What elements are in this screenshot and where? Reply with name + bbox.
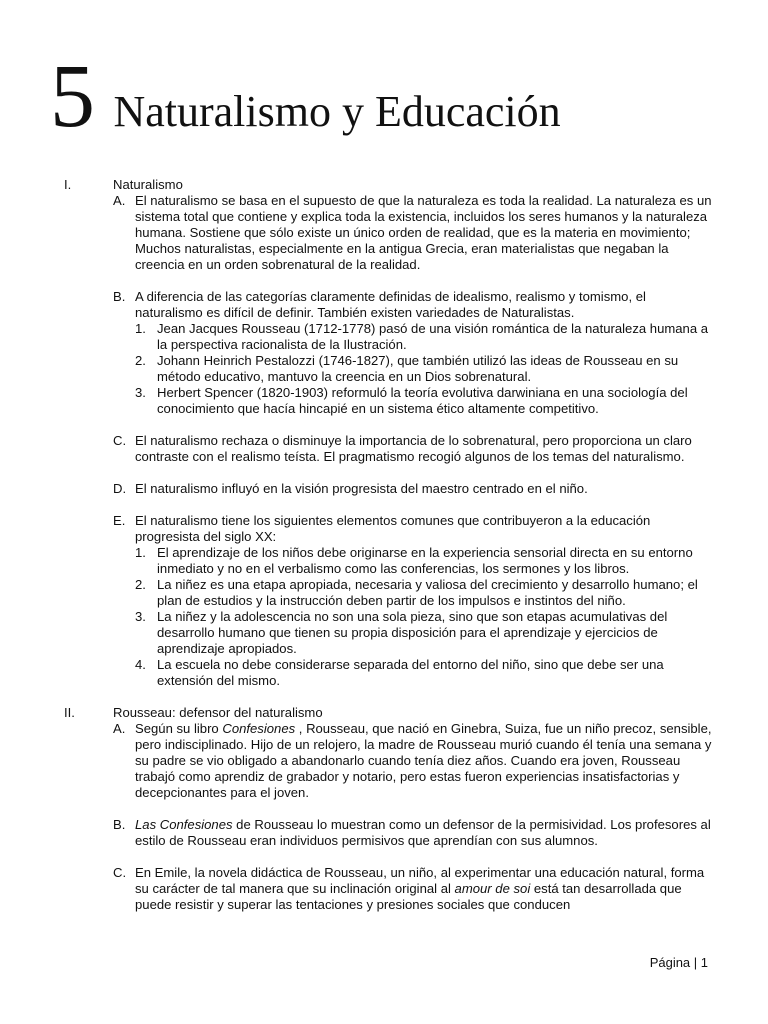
- numbered-item-text: Jean Jacques Rousseau (1712-1778) pasó de una visión romántica de la naturaleza humana a la perspectiva racionalista de la Ilustración.: [157, 321, 709, 352]
- numbered-item: [135, 385, 714, 417]
- item-text: [135, 721, 714, 801]
- item-text: El naturalismo tiene los siguientes elementos comunes que contribuyeron a la educación progresista del siglo XX:: [135, 513, 651, 544]
- section-title: Naturalismo: [113, 177, 183, 192]
- list-item: [113, 193, 714, 273]
- numbered-item-text: El aprendizaje de los niños debe originarse en la experiencia sensorial directa en su entorno inmediato y no en el verbalismo como las conferencias, los sermones y los libros.: [157, 545, 693, 576]
- item-text: El naturalismo influyó en la visión progresista del maestro centrado en el niño.: [135, 481, 588, 496]
- section-title: Rousseau: defensor del naturalismo: [113, 705, 323, 720]
- item-text: [135, 865, 714, 913]
- item-letter: C.: [113, 433, 127, 448]
- item-letter: C.: [113, 865, 127, 880]
- numbered-item-text: La niñez es una etapa apropiada, necesaria y valiosa del crecimiento y desarrollo humano; el plan de estudios y la instrucción deben partir de los impulsos e instintos del niño.: [157, 577, 698, 608]
- numbered-item-text: La escuela no debe considerarse separada del entorno del niño, sino que debe ser una extensión del mismo.: [157, 657, 664, 688]
- item-text: El naturalismo se basa en el supuesto de que la naturaleza es toda la realidad. La naturaleza es un sistema total que contiene y explica toda la existencia, incluidos los seres humanos y la naturaleza humana. Sostiene que sólo existe un único orden de realidad, que es la materia en movimiento; Muchos naturalistas, especialmente en la antigua Grecia, eran materialistas que negaban la creencia en un orden sobrenatural de la realidad.: [135, 193, 712, 272]
- item-number: 3.: [135, 385, 146, 400]
- section-numeral: I.: [64, 177, 72, 192]
- numbered-list: [135, 545, 714, 689]
- item-number: 2.: [135, 577, 146, 592]
- numbered-item: [135, 545, 714, 577]
- item-number: 3.: [135, 609, 146, 624]
- item-text: A diferencia de las categorías claramente definidas de idealismo, realismo y tomismo, el naturalismo es difícil de definir. También existen variedades de Naturalistas.: [135, 289, 646, 320]
- item-number: 4.: [135, 657, 146, 672]
- book-title: Confesiones: [222, 721, 296, 736]
- chapter-heading: [50, 47, 561, 146]
- numbered-item-text: Herbert Spencer (1820-1903) reformuló la teoría evolutiva darwiniana en una sociología del conocimiento que hacía hincapié en un sistema ético altamente competitivo.: [157, 385, 688, 416]
- item-number: 2.: [135, 353, 146, 368]
- numbered-item: [135, 657, 714, 689]
- item-letter: D.: [113, 481, 127, 496]
- list-item: [113, 817, 714, 849]
- page-number: Página | 1: [649, 955, 708, 970]
- numbered-item-text: La niñez y la adolescencia no son una sola pieza, sino que son etapas acumulativas del desarrollo humano que tienen su propia disposición para el aprendizaje y ejercicios de aprendizaje apropiados.: [157, 609, 668, 656]
- text-segment: de Rousseau lo muestran como un defensor de la permisividad. Los profesores al estilo de Rousseau eran individuos permisivos que aprendían con sus alumnos.: [135, 817, 711, 848]
- numbered-item: [135, 577, 714, 609]
- numbered-item: [135, 321, 714, 353]
- item-text: [135, 817, 714, 849]
- foreign-term: amour de soi: [454, 881, 531, 896]
- item-text: El naturalismo rechaza o disminuye la importancia de lo sobrenatural, pero proporciona un claro contraste con el realismo teísta. El pragmatismo recogió algunos de los temas del naturalismo.: [135, 433, 692, 464]
- list-item: [113, 433, 714, 465]
- list-item: [113, 865, 714, 913]
- text-segment: En Emile, la novela didáctica de Rousseau, un niño, al experimentar una educación natural, forma su carácter de tal manera que su inclinación original al: [135, 865, 705, 896]
- section-rousseau: [64, 705, 714, 913]
- item-letter: E.: [113, 513, 126, 528]
- text-segment: , Rousseau, que nació en Ginebra, Suiza, fue un niño precoz, sensible, pero indisciplinado. Hijo de un relojero, la madre de Rousseau murió cuando él tenía una semana y su padre se vio obligado a abandonarlo cuando tenía diez años. Cuando era joven, Rousseau trabajó como aprendiz de grabador y notario, pero estas fueron experiencias insatisfactorias y decepcionantes para el joven.: [135, 721, 712, 800]
- text-segment: está tan desarrollada que puede resistir y superar las tentaciones y presiones sociales que conducen: [135, 881, 682, 912]
- section-numeral: II.: [64, 705, 75, 720]
- item-number: 1.: [135, 321, 146, 336]
- chapter-title: Naturalismo y Educación: [113, 87, 561, 136]
- text-segment: Según su libro: [135, 721, 223, 736]
- numbered-item: [135, 609, 714, 657]
- chapter-number: 5: [50, 47, 95, 146]
- section-naturalismo: [64, 177, 714, 689]
- item-letter: A.: [113, 721, 126, 736]
- list-item: [113, 289, 714, 417]
- list-item: [113, 481, 714, 497]
- item-letter: B.: [113, 817, 126, 832]
- item-number: 1.: [135, 545, 146, 560]
- list-item: [113, 721, 714, 801]
- numbered-list: [135, 321, 714, 417]
- numbered-item-text: Johann Heinrich Pestalozzi (1746-1827), que también utilizó las ideas de Rousseau en su método educativo, mantuvo la creencia en un Dios sobrenatural.: [157, 353, 679, 384]
- list-item: [113, 513, 714, 689]
- item-letter: A.: [113, 193, 126, 208]
- book-title: Las Confesiones: [135, 817, 233, 832]
- numbered-item: [135, 353, 714, 385]
- document-body: [64, 177, 714, 913]
- item-letter: B.: [113, 289, 126, 304]
